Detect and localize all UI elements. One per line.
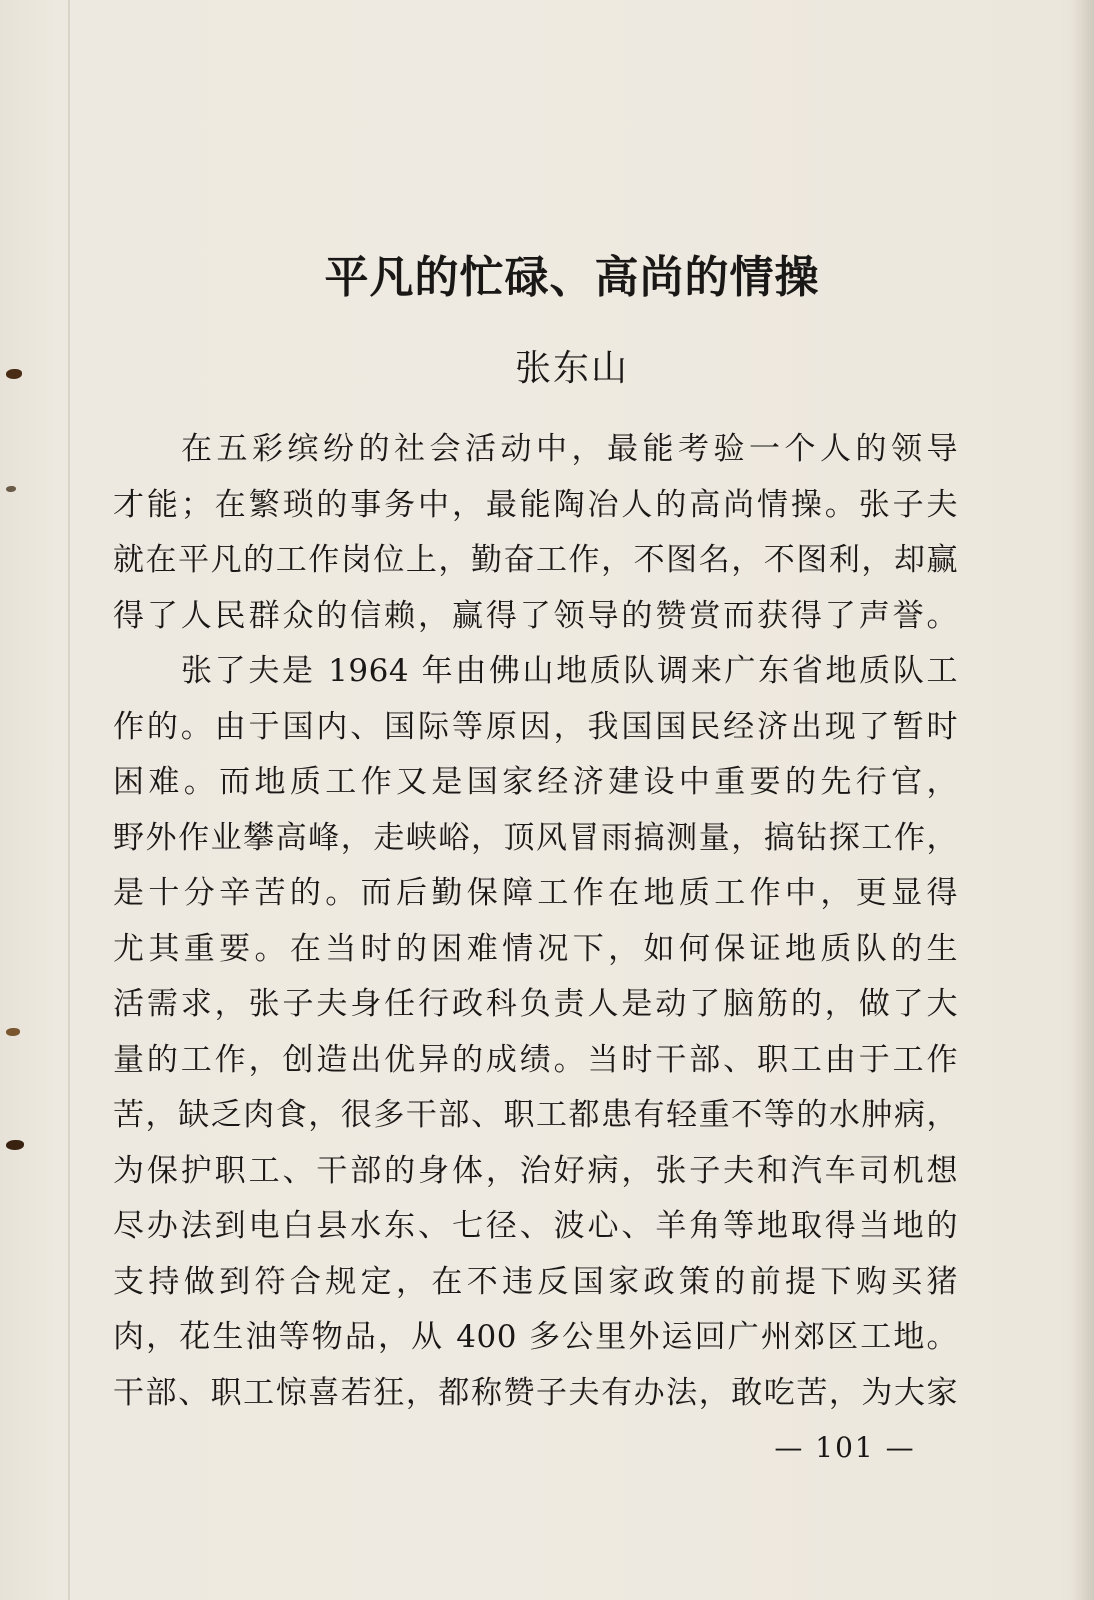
text-line: 量的工作，创造出优异的成绩。当时干部、职工由于工作: [113, 1041, 958, 1078]
text-line: 肉，花生油等物品，从 400 多公里外运回广州郊区工地。: [113, 1319, 958, 1355]
page-number: — 101 —: [774, 1431, 916, 1464]
text-line: 困难。而地质工作又是国家经济建设中重要的先行官，: [113, 764, 958, 800]
binding-gutter: [68, 0, 70, 1600]
text-line: 为保护职工、干部的身体，治好病，张子夫和汽车司机想: [113, 1152, 958, 1189]
article-body: [113, 422, 958, 1421]
binding-hole-mark: [6, 1140, 24, 1150]
text-line: 野外作业攀高峰，走峡峪，顶风冒雨搞测量，搞钻探工作，: [113, 819, 958, 856]
text-line: 才能；在繁琐的事务中，最能陶冶人的高尚情操。张子夫: [113, 486, 958, 523]
text-line: 干部、职工惊喜若狂，都称赞子夫有办法，敢吃苦，为大家: [113, 1374, 958, 1411]
text-line: 支持做到符合规定，在不违反国家政策的前提下购买猪: [113, 1263, 958, 1300]
binding-hole-mark: [6, 1028, 20, 1036]
article-title: 平凡的忙碌、高尚的情操: [324, 252, 820, 303]
article-author: 张东山: [514, 348, 629, 389]
text-line: 张了夫是 1964 年由佛山地质队调来广东省地质队工: [181, 653, 958, 689]
text-line: 作的。由于国内、国际等原因，我国国民经济出现了暂时: [113, 708, 958, 745]
text-line: 在五彩缤纷的社会活动中，最能考验一个人的领导: [181, 431, 958, 467]
text-line: 苦，缺乏肉食，很多干部、职工都患有轻重不等的水肿病，: [113, 1097, 958, 1133]
page-edge-shadow: [1072, 0, 1094, 1600]
binding-hole-mark: [6, 486, 16, 492]
text-line: 尽办法到电白县水东、七径、波心、羊角等地取得当地的: [113, 1208, 958, 1244]
text-line: 活需求，张子夫身任行政科负责人是动了脑筋的，做了大: [113, 986, 958, 1022]
text-line: 得了人民群众的信赖，赢得了领导的赞赏而获得了声誉。: [113, 597, 958, 634]
text-line: 是十分辛苦的。而后勤保障工作在地质工作中，更显得: [113, 875, 958, 911]
text-line: 尤其重要。在当时的困难情况下，如何保证地质队的生: [113, 930, 958, 967]
text-line: 就在平凡的工作岗位上，勤奋工作，不图名，不图利，却赢: [113, 542, 958, 578]
